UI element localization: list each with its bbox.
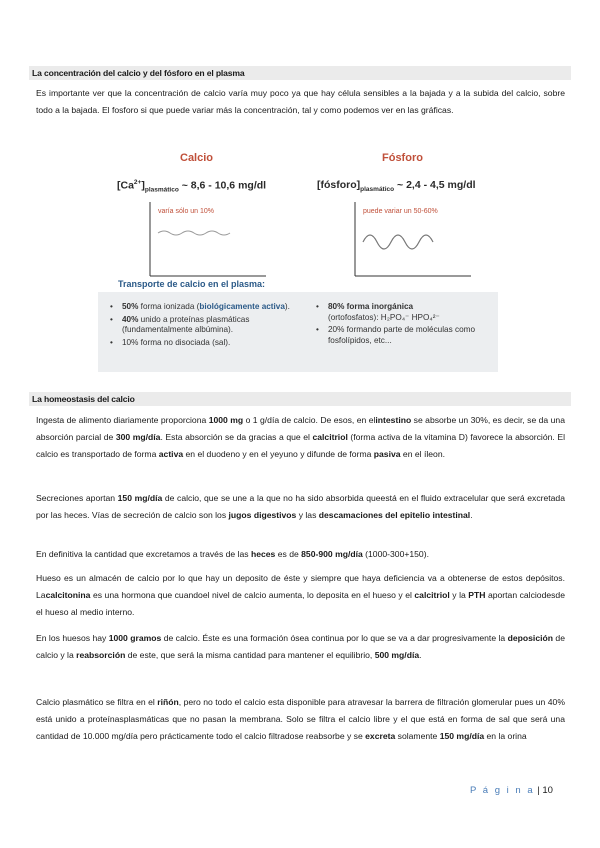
calcio-title: Calcio (180, 152, 214, 164)
section-heading-plasma: La concentración del calcio y del fósforo en el plasma (29, 66, 571, 80)
calcio-list-item: • 10% forma no disociada (sal). (110, 338, 290, 349)
paragraph-heces: En definitiva la cantidad que excretamos a través de las heces es de 850-900 mg/día (1000-300+150). (36, 549, 429, 559)
fosforo-list-item: • 80% forma inorgánica (ortofosfatos): H₂PO₄⁻ HPO₄²⁻ (316, 302, 491, 323)
paragraph-hueso: Hueso es un almacén de calcio por lo que hay un deposito de éste y siempre que haya deficiencia va a obtenerse de estos depósitos. Lacalcitonina es una hormona que cuandoel nivel de calcio aumenta, lo deposita en el hueso y el calcitriol y la PTH aportan calciodesde el hueso al medio interno. (36, 573, 565, 617)
paragraph-ingesta: Ingesta de alimento diariamente proporciona 1000 mg o 1 g/día de calcio. De esos, en elintestino se absorbe un 30%, es decir, se da una absorción parcial de 300 mg/día. Esta absorción se da gracias a que el calcitriol (forma activa de la vitamina D) favorece la absorción. El calcio es transportado de forma activa en el duodeno y en el yeyuno y difunde de forma pasiva en el íleon. (36, 415, 565, 459)
fosforo-list-item: • 20% formando parte de moléculas como fosfolípidos, etc... (316, 325, 491, 346)
calcio-formula: $[Ca^{2+}]_{plasmático}$ ~ 8,6 - 10,6 mg/dl (117, 179, 267, 194)
page-label: P á g i n a (470, 785, 535, 796)
page-footer (470, 785, 553, 796)
page-separator: | (534, 785, 543, 796)
fosforo-title: Fósforo (382, 152, 423, 164)
transport-title: Transporte de calcio en el plasma: (118, 279, 266, 289)
paragraph-secreciones: Secreciones aportan 150 mg/día de calcio, que se une a la que no ha sido absorbida queestá en el fluido extracelular que será excretada por las heces. Vías de secreción de calcio son los jugos digestivos y las descamaciones del epitelio intestinal. (36, 493, 565, 520)
section-heading-homeostasis: La homeostasis del calcio (29, 392, 571, 406)
paragraph-rinon: Calcio plasmático se filtra en el riñón, pero no todo el calcio esta disponible para atravesar la barrera de filtración glomerular pues un 40% está unido a proteínasplasmáticas que no pasan la membrana. Solo se filtra el calcio libre y el que está en forma de sal que será una cantidad de 10.000 mg/día pero prácticamente todo el calcio filtradose reabsorbe y se excreta solamente 150 mg/día en la orina (36, 697, 565, 741)
calcio-note: varía sólo un 10% (158, 208, 215, 215)
calcio-list-item: • 40% unido a proteínas plasmáticas (fundamentalmente albúmina). (110, 315, 290, 336)
calcio-wave (158, 231, 230, 235)
page-number: 10 (542, 785, 553, 796)
fosforo-transport-list (316, 302, 491, 348)
intro-paragraph: Es importante ver que la concentración de calcio varía muy poco ya que hay célula sensibles a la bajada y a la subida del calcio, sobre todo a la bajada. El fosforo si que puede variar más la concentración, tal y como podemos ver en las gráficas. (36, 88, 565, 115)
calcium-phosphorus-figure (98, 140, 498, 372)
fosforo-formula: $[fósforo]_{plasmático}$ ~ 2,4 - 4,5 mg/dl (317, 179, 476, 194)
calcio-list-item: • 50% forma ionizada (biológicamente activa). (110, 302, 290, 313)
calcio-transport-list (110, 302, 290, 350)
paragraph-huesos: En los huesos hay 1000 gramos de calcio. Éste es una formación ósea continua por lo que se va a dar progresivamente la deposición de calcio y la reabsorción de este, que será la misma cantidad para mantener el equilibrio, 500 mg/día. (36, 633, 565, 660)
fosforo-wave (363, 235, 433, 249)
fosforo-note: puede variar un 50-60% (363, 208, 438, 215)
